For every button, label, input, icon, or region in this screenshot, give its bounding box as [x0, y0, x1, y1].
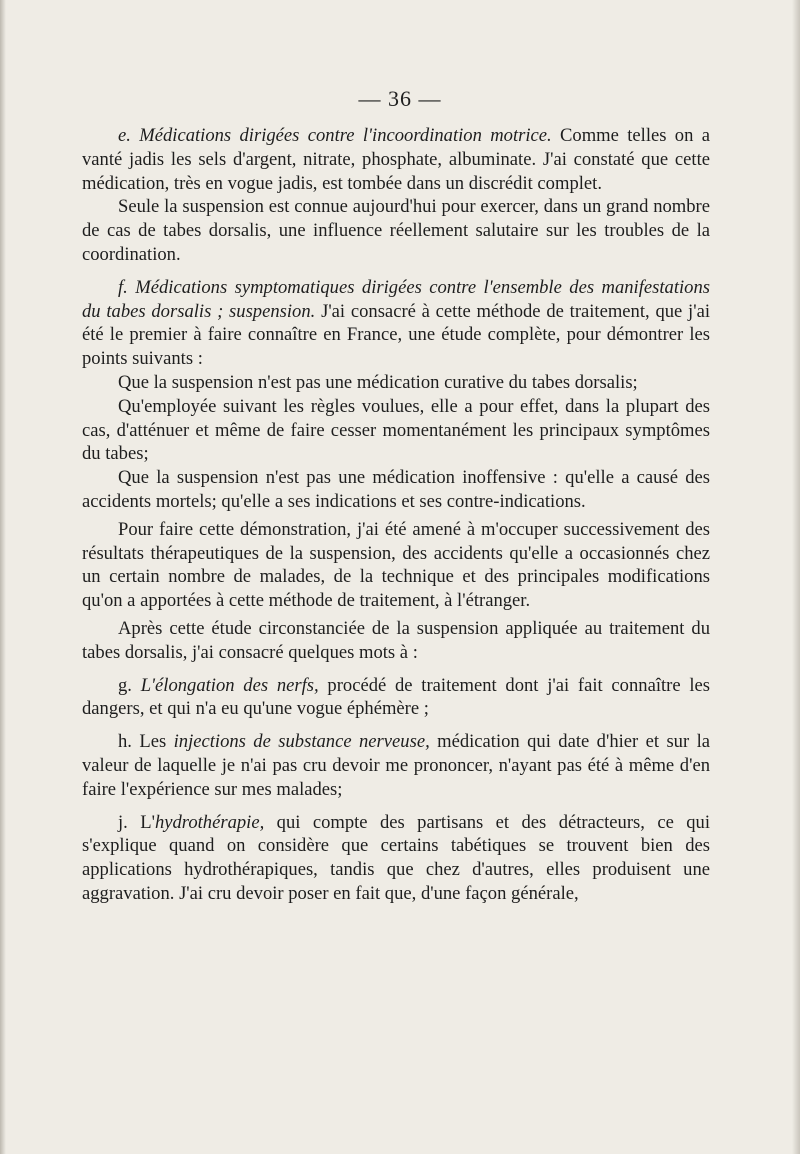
paragraph-h — [82, 730, 710, 801]
paragraph-text: Que la suspension n'est pas une médication inoffensive : qu'elle a causé des accidents mortels; qu'elle a ses indications et ses contre-indications. — [82, 467, 710, 512]
paragraph-point-1 — [82, 371, 710, 395]
page-number: — 36 — — [358, 86, 442, 111]
paragraph-apres — [82, 617, 710, 665]
paragraph-text: Seule la suspension est connue aujourd'hui pour exercer, dans un grand nombre de cas de tabes dorsalis, une influence réellement salutaire sur les troubles de la coordination. — [82, 196, 710, 265]
paragraph-suspension — [82, 195, 710, 266]
heading-e: e. Médications dirigées contre l'incoordination motrice. — [118, 125, 552, 146]
paragraph-text: qui compte des partisans et des détracteurs, ce qui s'explique quand on considère que certains tabétiques se trouvent bien des applications hydrothérapiques, tandis que chez d'autres, elles produisent une aggravation. J'ai cru devoir poser en fait que, d'une façon générale, — [82, 811, 710, 904]
heading-h: injections de substance nerveuse, — [173, 731, 430, 753]
paragraph-point-3 — [82, 466, 710, 514]
paragraph-j — [82, 811, 710, 906]
paragraph-text: J'ai consacré à cette méthode de traitement, que j'ai été le premier à faire connaître en France, une étude complète, pour démontrer les points suivants : — [82, 300, 710, 370]
paragraph-text: Que la suspension n'est pas une médication curative du tabes dorsalis; — [118, 371, 638, 393]
paragraph-text: Pour faire cette démonstration, j'ai été amené à m'occuper successivement des résultats thérapeutiques de la suspension, des accidents qu'elle a occasionnés chez un certain nombre de malades, de la technique et des principales modifications qu'on a apportées à cette méthode de traitement, à l'étranger. — [82, 518, 710, 612]
paragraph-f — [82, 276, 710, 371]
paragraph-demonstration — [82, 518, 710, 613]
paragraph-text: Après cette étude circonstanciée de la suspension appliquée au traitement du tabes dorsalis, j'ai consacré quelques mots à : — [82, 617, 710, 663]
heading-j: hydrothérapie, — [154, 811, 265, 833]
paragraph-text: procédé de traitement dont j'ai fait connaître les dangers, et qui n'a eu qu'une vogue éphémère ; — [82, 674, 710, 720]
paragraph-point-2 — [82, 395, 710, 466]
body-text — [82, 124, 710, 906]
item-prefix: g. — [118, 674, 141, 696]
item-prefix: j. L' — [118, 811, 155, 833]
paragraph-text: médication qui date d'hier et sur la valeur de laquelle je n'ai pas cru devoir me prononcer, n'ayant pas été à même d'en faire l'expérience sur mes malades; — [82, 731, 710, 800]
paragraph-g — [82, 674, 710, 722]
heading-g: L'élongation des nerfs, — [140, 674, 319, 696]
paragraph-text: Qu'employée suivant les règles voulues, elle a pour effet, dans la plupart des cas, d'atténuer et même de faire cesser momentanément les principaux symptômes du tabes; — [82, 395, 710, 465]
item-prefix: h. Les — [118, 731, 174, 753]
heading-f: f. Médications symptomatiques dirigées contre l'ensemble des manifestations du tabes dorsalis ; suspension. — [82, 276, 710, 322]
paragraph-text: Comme telles on a vanté jadis les sels d'argent, nitrate, phosphate, albuminate. J'ai constaté que cette médication, très en vogue jadis, est tombée dans un discrédit complet. — [82, 125, 710, 194]
paragraph-e — [82, 124, 710, 195]
